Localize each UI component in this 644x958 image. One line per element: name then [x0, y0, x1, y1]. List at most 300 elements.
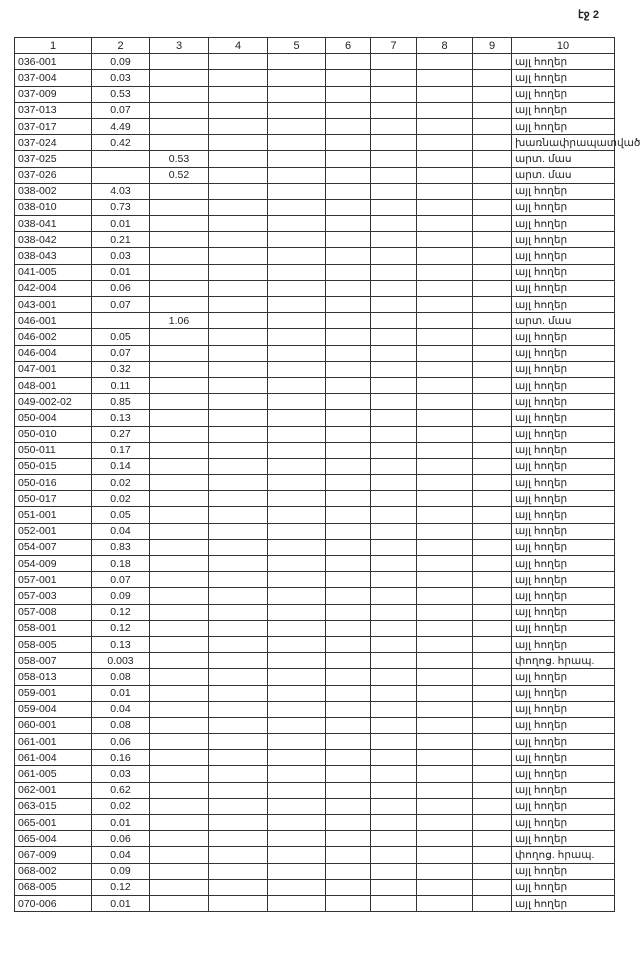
area-col2-cell: 0.01 — [92, 895, 150, 911]
area-col3-cell — [150, 361, 209, 377]
land-type-cell: այլ հողեր — [512, 539, 615, 555]
col4-cell — [209, 248, 268, 264]
col4-cell — [209, 361, 268, 377]
col4-cell — [209, 701, 268, 717]
area-col2-cell: 0.01 — [92, 815, 150, 831]
col8-cell — [417, 118, 473, 134]
col4-cell — [209, 458, 268, 474]
col6-cell — [326, 685, 371, 701]
col8-cell — [417, 280, 473, 296]
col7-cell — [371, 313, 417, 329]
area-col2-cell: 0.09 — [92, 54, 150, 70]
col8-cell — [417, 879, 473, 895]
col8-cell — [417, 264, 473, 280]
col8-cell — [417, 248, 473, 264]
col7-cell — [371, 556, 417, 572]
col4-cell — [209, 264, 268, 280]
land-type-cell: այլ հողեր — [512, 782, 615, 798]
area-col3-cell — [150, 863, 209, 879]
col9-cell — [473, 216, 512, 232]
col6-cell — [326, 394, 371, 410]
area-col3-cell — [150, 475, 209, 491]
col6-cell — [326, 118, 371, 134]
col6-cell — [326, 879, 371, 895]
col4-cell — [209, 815, 268, 831]
col5-cell — [268, 863, 326, 879]
col6-cell — [326, 782, 371, 798]
col5-cell — [268, 118, 326, 134]
col7-cell — [371, 377, 417, 393]
col9-cell — [473, 879, 512, 895]
col7-cell — [371, 361, 417, 377]
col9-cell — [473, 507, 512, 523]
area-col3-cell — [150, 782, 209, 798]
col5-cell — [268, 394, 326, 410]
col4-cell — [209, 879, 268, 895]
col5-cell — [268, 70, 326, 86]
land-type-cell: այլ հողեր — [512, 361, 615, 377]
col7-cell — [371, 151, 417, 167]
parcel-code-cell: 038-002 — [15, 183, 92, 199]
col5-cell — [268, 685, 326, 701]
col9-cell — [473, 491, 512, 507]
table-row — [15, 297, 615, 313]
table-row — [15, 54, 615, 70]
col4-cell — [209, 620, 268, 636]
col9-cell — [473, 556, 512, 572]
col4-cell — [209, 782, 268, 798]
area-col3-cell — [150, 620, 209, 636]
col8-cell — [417, 782, 473, 798]
table-row — [15, 734, 615, 750]
col7-cell — [371, 604, 417, 620]
column-header: 6 — [326, 38, 371, 54]
col9-cell — [473, 734, 512, 750]
col6-cell — [326, 523, 371, 539]
col7-cell — [371, 491, 417, 507]
column-header: 4 — [209, 38, 268, 54]
land-type-cell: այլ հողեր — [512, 394, 615, 410]
area-col3-cell — [150, 297, 209, 313]
parcel-code-cell: 068-005 — [15, 879, 92, 895]
area-col2-cell: 0.04 — [92, 523, 150, 539]
parcel-code-cell: 051-001 — [15, 507, 92, 523]
col8-cell — [417, 539, 473, 555]
col4-cell — [209, 167, 268, 183]
area-col3-cell — [150, 572, 209, 588]
table-row — [15, 556, 615, 572]
table-row — [15, 410, 615, 426]
area-col3-cell — [150, 831, 209, 847]
area-col2-cell — [92, 167, 150, 183]
col5-cell — [268, 815, 326, 831]
col7-cell — [371, 507, 417, 523]
parcel-code-cell: 043-001 — [15, 297, 92, 313]
area-col3-cell — [150, 491, 209, 507]
col9-cell — [473, 475, 512, 491]
area-col3-cell — [150, 70, 209, 86]
col6-cell — [326, 442, 371, 458]
land-type-cell: այլ հողեր — [512, 895, 615, 911]
col4-cell — [209, 70, 268, 86]
col6-cell — [326, 507, 371, 523]
col5-cell — [268, 313, 326, 329]
page-number-label: էջ 2 — [578, 9, 599, 21]
col8-cell — [417, 895, 473, 911]
parcel-code-cell: 054-007 — [15, 539, 92, 555]
col8-cell — [417, 426, 473, 442]
table-row — [15, 653, 615, 669]
land-type-cell: այլ հողեր — [512, 426, 615, 442]
area-col3-cell — [150, 734, 209, 750]
area-col3-cell — [150, 798, 209, 814]
area-col3-cell — [150, 507, 209, 523]
col9-cell — [473, 361, 512, 377]
area-col2-cell: 4.03 — [92, 183, 150, 199]
col4-cell — [209, 216, 268, 232]
col5-cell — [268, 329, 326, 345]
col4-cell — [209, 750, 268, 766]
area-col2-cell: 0.12 — [92, 879, 150, 895]
col4-cell — [209, 798, 268, 814]
col9-cell — [473, 118, 512, 134]
parcel-code-cell: 063-015 — [15, 798, 92, 814]
parcel-code-cell: 038-042 — [15, 232, 92, 248]
col4-cell — [209, 54, 268, 70]
col7-cell — [371, 458, 417, 474]
area-col3-cell — [150, 329, 209, 345]
col6-cell — [326, 297, 371, 313]
col4-cell — [209, 297, 268, 313]
col4-cell — [209, 766, 268, 782]
col8-cell — [417, 717, 473, 733]
parcel-code-cell: 050-004 — [15, 410, 92, 426]
col4-cell — [209, 377, 268, 393]
area-col3-cell — [150, 604, 209, 620]
table-row — [15, 523, 615, 539]
col6-cell — [326, 102, 371, 118]
land-type-cell: այլ հողեր — [512, 669, 615, 685]
parcel-code-cell: 037-025 — [15, 151, 92, 167]
col4-cell — [209, 734, 268, 750]
land-type-cell: այլ հողեր — [512, 54, 615, 70]
col8-cell — [417, 669, 473, 685]
col7-cell — [371, 118, 417, 134]
col5-cell — [268, 216, 326, 232]
area-col3-cell — [150, 183, 209, 199]
col6-cell — [326, 588, 371, 604]
col4-cell — [209, 491, 268, 507]
col6-cell — [326, 361, 371, 377]
col4-cell — [209, 831, 268, 847]
col8-cell — [417, 458, 473, 474]
area-col2-cell: 0.53 — [92, 86, 150, 102]
land-type-cell: արտ. մաս — [512, 313, 615, 329]
column-header: 8 — [417, 38, 473, 54]
area-col2-cell: 0.17 — [92, 442, 150, 458]
col9-cell — [473, 280, 512, 296]
col9-cell — [473, 377, 512, 393]
table-row — [15, 701, 615, 717]
area-col2-cell: 0.01 — [92, 685, 150, 701]
parcel-code-cell: 037-013 — [15, 102, 92, 118]
area-col2-cell: 0.04 — [92, 701, 150, 717]
area-col2-cell: 0.01 — [92, 216, 150, 232]
area-col2-cell: 0.02 — [92, 798, 150, 814]
parcel-code-cell: 037-004 — [15, 70, 92, 86]
area-col2-cell: 0.18 — [92, 556, 150, 572]
col4-cell — [209, 102, 268, 118]
area-col2-cell: 0.83 — [92, 539, 150, 555]
col5-cell — [268, 264, 326, 280]
col9-cell — [473, 588, 512, 604]
land-type-cell: այլ հողեր — [512, 102, 615, 118]
parcel-code-cell: 057-003 — [15, 588, 92, 604]
col8-cell — [417, 86, 473, 102]
col9-cell — [473, 847, 512, 863]
col5-cell — [268, 491, 326, 507]
area-col3-cell — [150, 118, 209, 134]
col9-cell — [473, 394, 512, 410]
area-col3-cell — [150, 442, 209, 458]
area-col2-cell: 0.16 — [92, 750, 150, 766]
col7-cell — [371, 54, 417, 70]
col4-cell — [209, 895, 268, 911]
col5-cell — [268, 167, 326, 183]
col7-cell — [371, 620, 417, 636]
col9-cell — [473, 151, 512, 167]
col8-cell — [417, 297, 473, 313]
col7-cell — [371, 750, 417, 766]
col8-cell — [417, 313, 473, 329]
area-col3-cell — [150, 523, 209, 539]
col6-cell — [326, 248, 371, 264]
col5-cell — [268, 572, 326, 588]
col7-cell — [371, 798, 417, 814]
col8-cell — [417, 523, 473, 539]
table-row — [15, 831, 615, 847]
table-row — [15, 329, 615, 345]
col5-cell — [268, 879, 326, 895]
land-type-cell: այլ հողեր — [512, 297, 615, 313]
area-col3-cell — [150, 377, 209, 393]
parcel-code-cell: 068-002 — [15, 863, 92, 879]
table-row — [15, 232, 615, 248]
col8-cell — [417, 345, 473, 361]
col7-cell — [371, 523, 417, 539]
col6-cell — [326, 831, 371, 847]
col7-cell — [371, 264, 417, 280]
col8-cell — [417, 70, 473, 86]
table-row — [15, 135, 615, 151]
land-type-cell: այլ հողեր — [512, 86, 615, 102]
col5-cell — [268, 895, 326, 911]
area-col3-cell — [150, 815, 209, 831]
area-col3-cell — [150, 766, 209, 782]
table-row — [15, 102, 615, 118]
area-col2-cell: 0.27 — [92, 426, 150, 442]
area-col3-cell — [150, 669, 209, 685]
area-col3-cell — [150, 588, 209, 604]
land-type-cell: այլ հողեր — [512, 766, 615, 782]
col4-cell — [209, 523, 268, 539]
land-type-cell: այլ հողեր — [512, 70, 615, 86]
col5-cell — [268, 539, 326, 555]
area-col3-cell — [150, 394, 209, 410]
col9-cell — [473, 523, 512, 539]
area-col2-cell — [92, 151, 150, 167]
table-row — [15, 264, 615, 280]
col8-cell — [417, 815, 473, 831]
col5-cell — [268, 831, 326, 847]
table-row — [15, 717, 615, 733]
area-col3-cell: 0.53 — [150, 151, 209, 167]
area-col3-cell — [150, 102, 209, 118]
land-type-cell: խառնափրապատված — [512, 135, 615, 151]
parcel-code-cell: 067-009 — [15, 847, 92, 863]
table-row — [15, 491, 615, 507]
area-col3-cell — [150, 458, 209, 474]
area-col2-cell: 0.13 — [92, 636, 150, 652]
table-row — [15, 604, 615, 620]
col7-cell — [371, 329, 417, 345]
parcel-code-cell: 054-009 — [15, 556, 92, 572]
col6-cell — [326, 345, 371, 361]
col8-cell — [417, 734, 473, 750]
col7-cell — [371, 232, 417, 248]
col6-cell — [326, 734, 371, 750]
col9-cell — [473, 895, 512, 911]
col5-cell — [268, 345, 326, 361]
col4-cell — [209, 556, 268, 572]
col9-cell — [473, 199, 512, 215]
col5-cell — [268, 442, 326, 458]
table-row — [15, 766, 615, 782]
land-type-cell: արտ. մաս — [512, 167, 615, 183]
col9-cell — [473, 766, 512, 782]
col8-cell — [417, 232, 473, 248]
parcel-code-cell: 036-001 — [15, 54, 92, 70]
col4-cell — [209, 199, 268, 215]
col4-cell — [209, 394, 268, 410]
parcel-code-cell: 050-015 — [15, 458, 92, 474]
land-type-cell: այլ հողեր — [512, 750, 615, 766]
col5-cell — [268, 507, 326, 523]
col9-cell — [473, 831, 512, 847]
table-row — [15, 394, 615, 410]
area-col3-cell — [150, 135, 209, 151]
col9-cell — [473, 604, 512, 620]
col7-cell — [371, 539, 417, 555]
col6-cell — [326, 280, 371, 296]
col7-cell — [371, 297, 417, 313]
col6-cell — [326, 475, 371, 491]
col6-cell — [326, 636, 371, 652]
col7-cell — [371, 879, 417, 895]
parcel-code-cell: 041-005 — [15, 264, 92, 280]
col7-cell — [371, 475, 417, 491]
col9-cell — [473, 717, 512, 733]
col5-cell — [268, 361, 326, 377]
area-col2-cell: 0.09 — [92, 588, 150, 604]
land-type-cell: այլ հողեր — [512, 717, 615, 733]
table-row — [15, 620, 615, 636]
parcel-code-cell: 050-010 — [15, 426, 92, 442]
col8-cell — [417, 102, 473, 118]
land-type-cell: այլ հողեր — [512, 458, 615, 474]
col8-cell — [417, 361, 473, 377]
col4-cell — [209, 151, 268, 167]
area-col3-cell — [150, 199, 209, 215]
area-col2-cell — [92, 313, 150, 329]
parcel-code-cell: 052-001 — [15, 523, 92, 539]
table-row — [15, 458, 615, 474]
table-row — [15, 507, 615, 523]
parcel-code-cell: 059-001 — [15, 685, 92, 701]
land-type-cell: այլ հողեր — [512, 410, 615, 426]
table-row — [15, 442, 615, 458]
col8-cell — [417, 604, 473, 620]
parcel-code-cell: 057-001 — [15, 572, 92, 588]
col9-cell — [473, 653, 512, 669]
col9-cell — [473, 54, 512, 70]
area-col2-cell: 0.21 — [92, 232, 150, 248]
area-col3-cell — [150, 248, 209, 264]
col6-cell — [326, 167, 371, 183]
col7-cell — [371, 701, 417, 717]
column-header: 9 — [473, 38, 512, 54]
col4-cell — [209, 539, 268, 555]
table-row — [15, 750, 615, 766]
col8-cell — [417, 151, 473, 167]
col8-cell — [417, 199, 473, 215]
col9-cell — [473, 782, 512, 798]
col4-cell — [209, 507, 268, 523]
col5-cell — [268, 734, 326, 750]
area-col2-cell: 0.03 — [92, 70, 150, 86]
col5-cell — [268, 102, 326, 118]
area-col3-cell — [150, 426, 209, 442]
col5-cell — [268, 183, 326, 199]
col6-cell — [326, 426, 371, 442]
col4-cell — [209, 847, 268, 863]
col6-cell — [326, 717, 371, 733]
col8-cell — [417, 377, 473, 393]
area-col2-cell: 0.07 — [92, 345, 150, 361]
col6-cell — [326, 701, 371, 717]
col4-cell — [209, 653, 268, 669]
land-type-cell: այլ հողեր — [512, 442, 615, 458]
col8-cell — [417, 216, 473, 232]
table-row — [15, 539, 615, 555]
parcel-code-cell: 037-024 — [15, 135, 92, 151]
col7-cell — [371, 685, 417, 701]
area-col3-cell — [150, 847, 209, 863]
parcel-code-cell: 050-011 — [15, 442, 92, 458]
area-col3-cell — [150, 685, 209, 701]
col5-cell — [268, 653, 326, 669]
col7-cell — [371, 70, 417, 86]
area-col2-cell: 0.04 — [92, 847, 150, 863]
col4-cell — [209, 329, 268, 345]
column-header: 7 — [371, 38, 417, 54]
table-row — [15, 199, 615, 215]
table-row — [15, 167, 615, 183]
area-col3-cell — [150, 701, 209, 717]
col4-cell — [209, 475, 268, 491]
table-row — [15, 313, 615, 329]
col9-cell — [473, 620, 512, 636]
